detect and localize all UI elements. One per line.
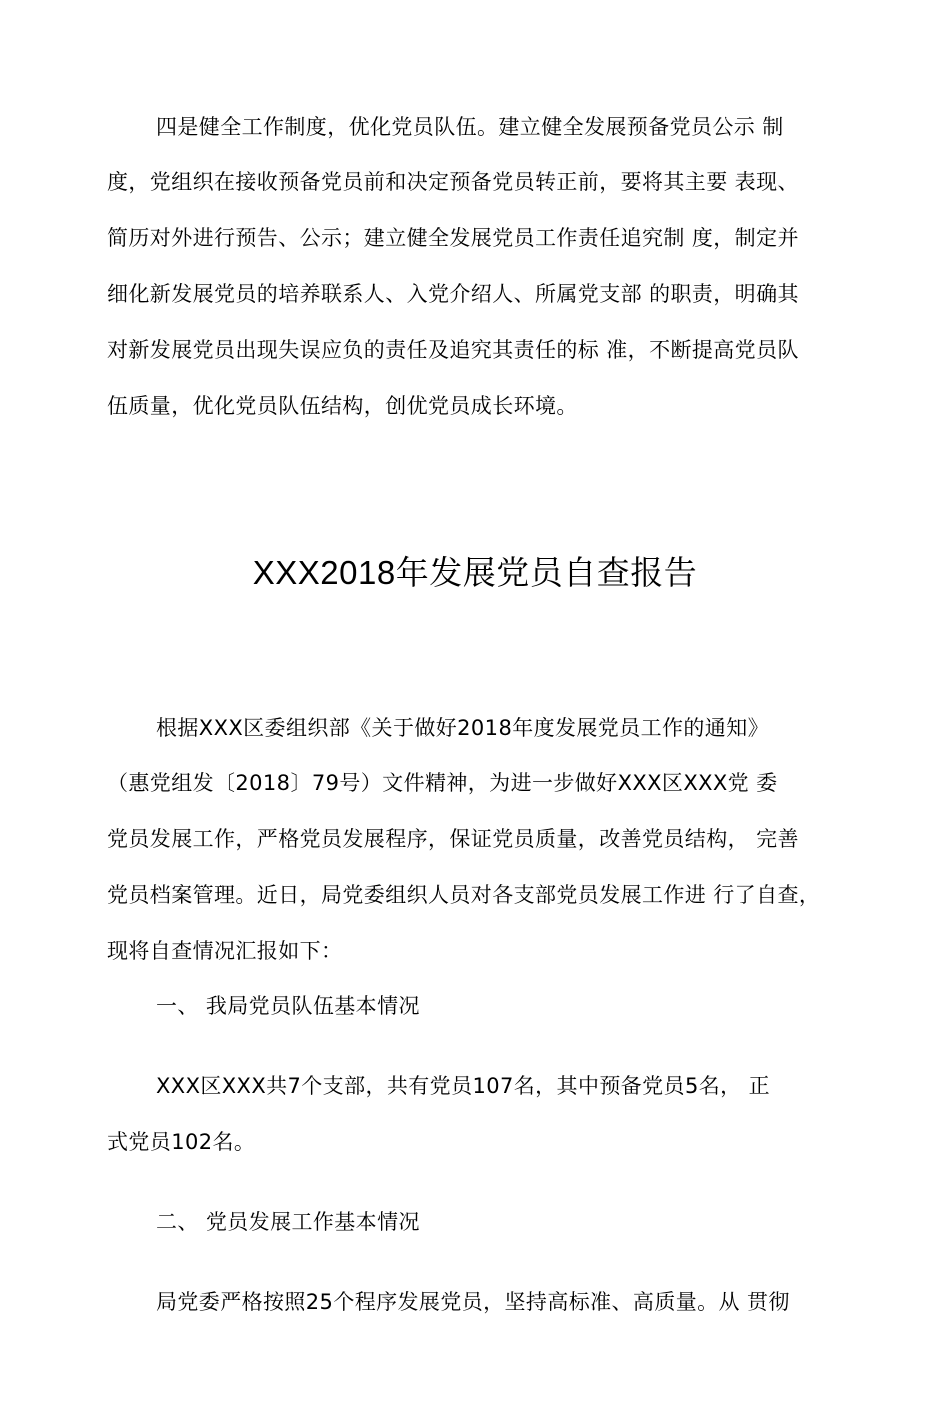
section-heading: 一、 我局党员队伍基本情况 [156, 994, 420, 1018]
paragraph-line: 细化新发展党员的培养联系人、入党介绍人、所属党支部 的职责，明确其 [107, 282, 799, 306]
intro-line: 党员档案管理。近日，局党委组织人员对各支部党员发展工作进 行了自查， [107, 883, 821, 907]
intro-line: （惠党组发〔2018〕79号）文件精神，为进一步做好XXX区XXX党 委 [107, 771, 778, 795]
intro-line: 根据XXX区委组织部《关于做好2018年度发展党员工作的通知》 [156, 716, 769, 740]
report-title: XXX2018年发展党员自查报告 [252, 554, 698, 591]
paragraph-line: 简历对外进行预告、公示；建立健全发展党员工作责任追究制 度，制定并 [107, 226, 799, 250]
paragraph-line: 度，党组织在接收预备党员前和决定预备党员转正前，要将其主要 表现、 [107, 170, 799, 194]
section-line: XXX区XXX共7个支部，共有党员107名，其中预备党员5名， 正 [156, 1074, 770, 1098]
section-line: 式党员102名。 [107, 1130, 256, 1154]
section-line: 局党委严格按照25个程序发展党员，坚持高标准、高质量。从 贯彻 [156, 1290, 790, 1314]
section-heading: 二、 党员发展工作基本情况 [156, 1210, 420, 1234]
paragraph-line: 四是健全工作制度，优化党员队伍。建立健全发展预备党员公示 制 [156, 115, 784, 139]
paragraph-line: 伍质量，优化党员队伍结构，创优党员成长环境。 [107, 394, 578, 418]
intro-line: 现将自查情况汇报如下： [107, 939, 343, 963]
paragraph-line: 对新发展党员出现失误应负的责任及追究其责任的标 准，不断提高党员队 [107, 338, 799, 362]
intro-line: 党员发展工作，严格党员发展程序，保证党员质量，改善党员结构， 完善 [107, 827, 799, 851]
